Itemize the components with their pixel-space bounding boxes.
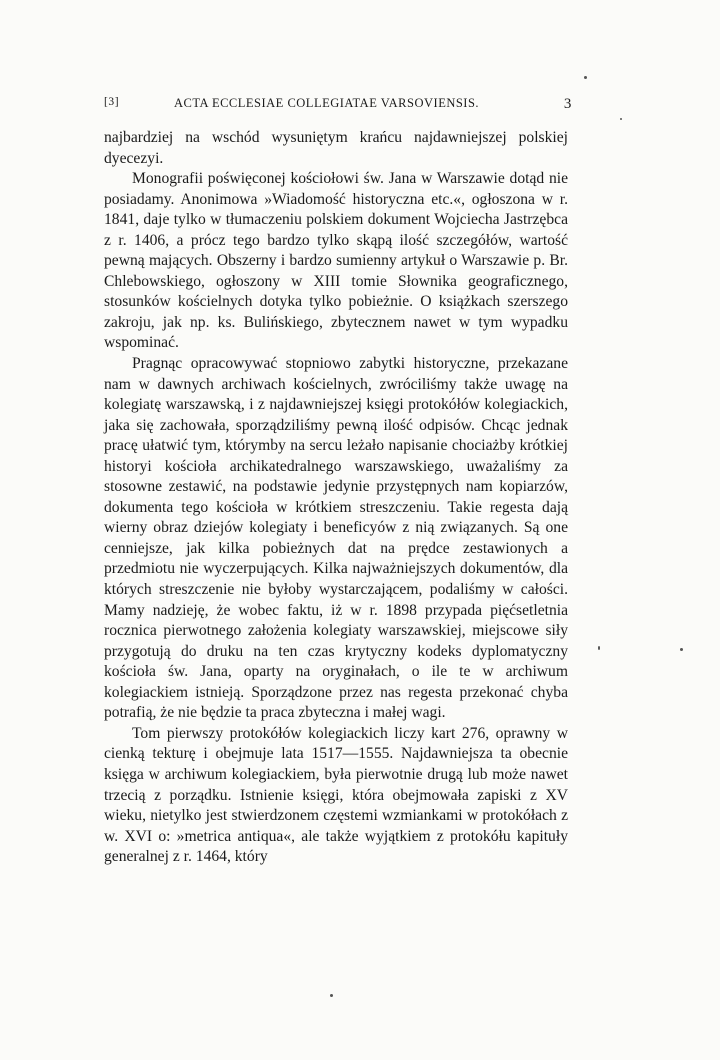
scan-speck [620,118,622,120]
scan-speck [680,648,683,651]
signature-mark: [3] [104,96,120,108]
paragraph: Monografii poświęconej kościołowi św. Jana w Warszawie dotąd nie posiadamy. Anonimowa »Wiadomość historyczna etc.«, ogłoszona w r. 1841, daje tylko w tłumaczeniu polskiem dokument Wojciecha Jastrzębca z r. 1406, a prócz tego bardzo tylko skąpą ilość szczegółów, wartość pewną mających. Obszerny i bardzo sumienny artykuł o Warszawie p. Br. Chlebowskiego, ogłoszony w XIII tomie Słownika geograficznego, stosunków kościelnych dotyka tylko pobieżnie. O książkach szerszego zakroju, jak np. ks. Bulińskiego, zbytecznem nawet w tym wypadku wspominać. [104,170,568,352]
paragraph: najbardziej na wschód wysuniętym krańcu najdawniejszej polskiej dyecezyi. [104,129,568,167]
scan-speck [584,76,587,79]
scan-speck [330,994,333,997]
running-header [104,96,584,116]
running-title: ACTA ECCLESIAE COLLEGIATAE VARSOVIENSIS. [174,96,480,110]
body-text [104,128,568,868]
paragraph: Pragnąc opracowywać stopniowo zabytki historyczne, przekazane nam w dawnych archiwach kościelnych, zwróciliśmy także uwagę na kolegiatę warszawską, i z najdawniejszej księgi protokółów kolegiackich, jaka się zachowała, sporządziliśmy pewną ilość odpisów. Chcąc jednak pracę ułatwić tym, którymby na sercu leżało napisanie chociażby krótkiej historyi kościoła archikatedralnego warszawskiego, uważaliśmy za stosowne zestawić, na podstawie jedynie przystępnych nam kopiarzów, dokumenta tego kościoła w krótkiem streszczeniu. Takie regesta dają wierny obraz dziejów kolegiaty i beneficyów z nią związanych. Są one cenniejsze, jak kilka pobieżnych dat na prędce zestawionych a przedmiotu nie wyczerpujących. Kilka najważniejszych dokumentów, dla których streszczenie nie byłoby wystarczającem, podaliśmy w całości. Mamy nadzieję, że wobec faktu, iż w r. 1898 przypada pięćsetletnia rocznica pierwotnego założenia kolegiaty warszawskiej, miejscowe siły przygotują do druku na ten czas krytyczny kodeks dyplomatyczny kościoła św. Jana, oparty na oryginałach, o ile te w archiwum kolegiackiem istnieją. Sporządzone przez nas regesta przekonać chyba potrafią, że nie będzie ta praca zbyteczna i małej wagi. [104,355,568,722]
scan-speck [598,646,600,650]
paragraph: Tom pierwszy protokółów kolegiackich liczy kart 276, oprawny w cienką tekturę i obejmuje lata 1517—1555. Najdawniejsza ta obecnie księga w archiwum kolegiackiem, była pierwotnie drugą lub może nawet trzecią z porządku. Istnienie księgi, która obejmowała zapiski z XV wieku, nietylko jest stwierdzonem częstemi wzmiankami w protokółach z w. XVI o: »metrica antiqua«, ale także wyjątkiem z protokółu kapituły generalnej z r. 1464, który [104,724,568,866]
page-number: 3 [563,96,572,112]
